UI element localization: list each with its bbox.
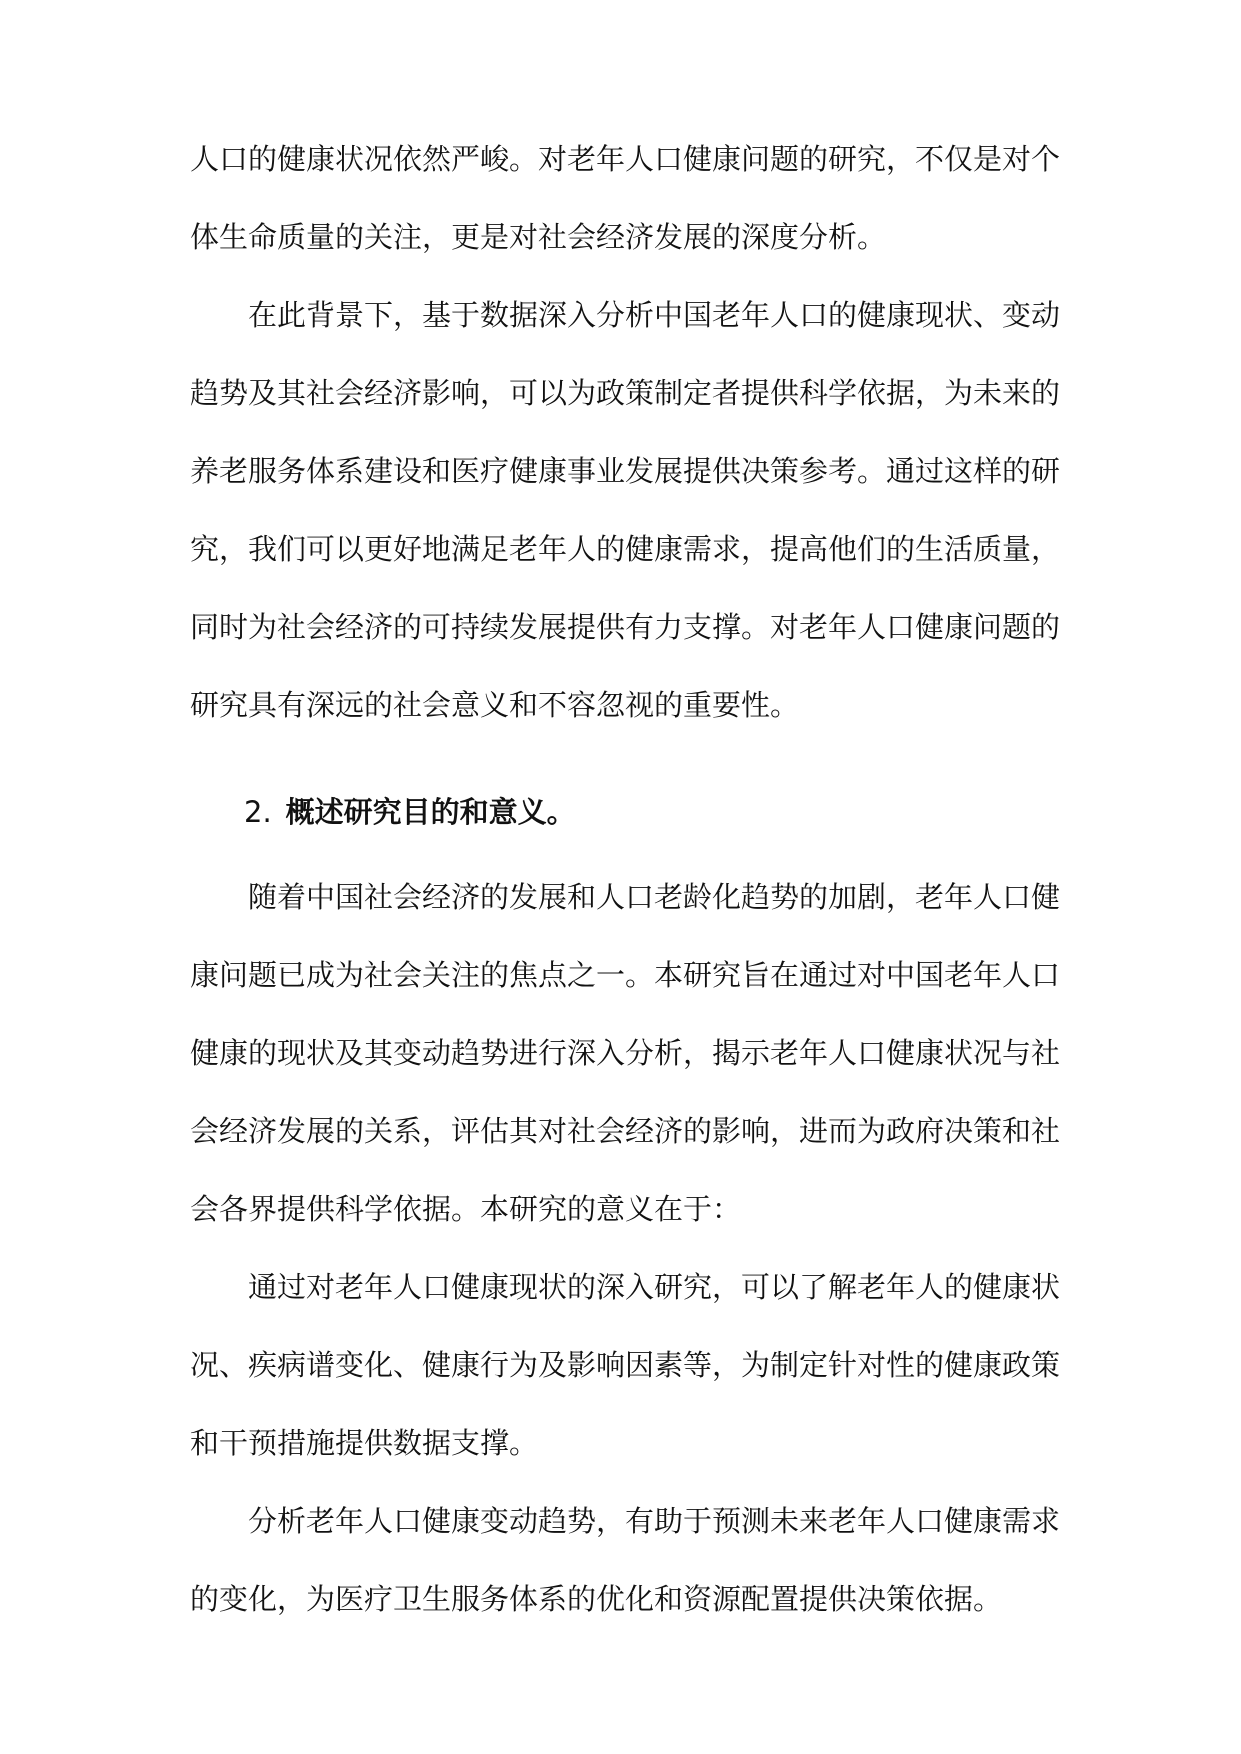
section-heading xyxy=(190,766,1060,858)
paragraph-purpose: 随着中国社会经济的发展和人口老龄化趋势的加剧，老年人口健康问题已成为社会关注的焦点之一。本研究旨在通过对中国老年人口健康的现状及其变动趋势进行深入分析，揭示老年人口健康状况与社会经济发展的关系，评估其对社会经济的影响，进而为政府决策和社会各界提供科学依据。本研究的意义在于： xyxy=(190,880,1061,1226)
paragraph-significance-1: 通过对老年人口健康现状的深入研究，可以了解老年人的健康状况、疾病谱变化、健康行为及影响因素等，为制定针对性的健康政策和干预措施提供数据支撑。 xyxy=(190,1270,1061,1460)
paragraph-continuation: 人口的健康状况依然严峻。对老年人口健康问题的研究，不仅是对个体生命质量的关注，更是对社会经济发展的深度分析。 xyxy=(190,142,1061,254)
section-number: 2. xyxy=(244,795,272,829)
paragraph-background: 在此背景下，基于数据深入分析中国老年人口的健康现状、变动趋势及其社会经济影响，可以为政策制定者提供科学依据，为未来的养老服务体系建设和医疗健康事业发展提供决策参考。通过这样的研究，我们可以更好地满足老年人的健康需求，提高他们的生活质量，同时为社会经济的可持续发展提供有力支撑。对老年人口健康问题的研究具有深远的社会意义和不容忽视的重要性。 xyxy=(190,298,1061,722)
paragraph-significance-2: 分析老年人口健康变动趋势，有助于预测未来老年人口健康需求的变化，为医疗卫生服务体系的优化和资源配置提供决策依据。 xyxy=(190,1504,1061,1616)
document-page xyxy=(190,120,1060,1638)
section-title: 概述研究目的和意义。 xyxy=(285,795,576,829)
